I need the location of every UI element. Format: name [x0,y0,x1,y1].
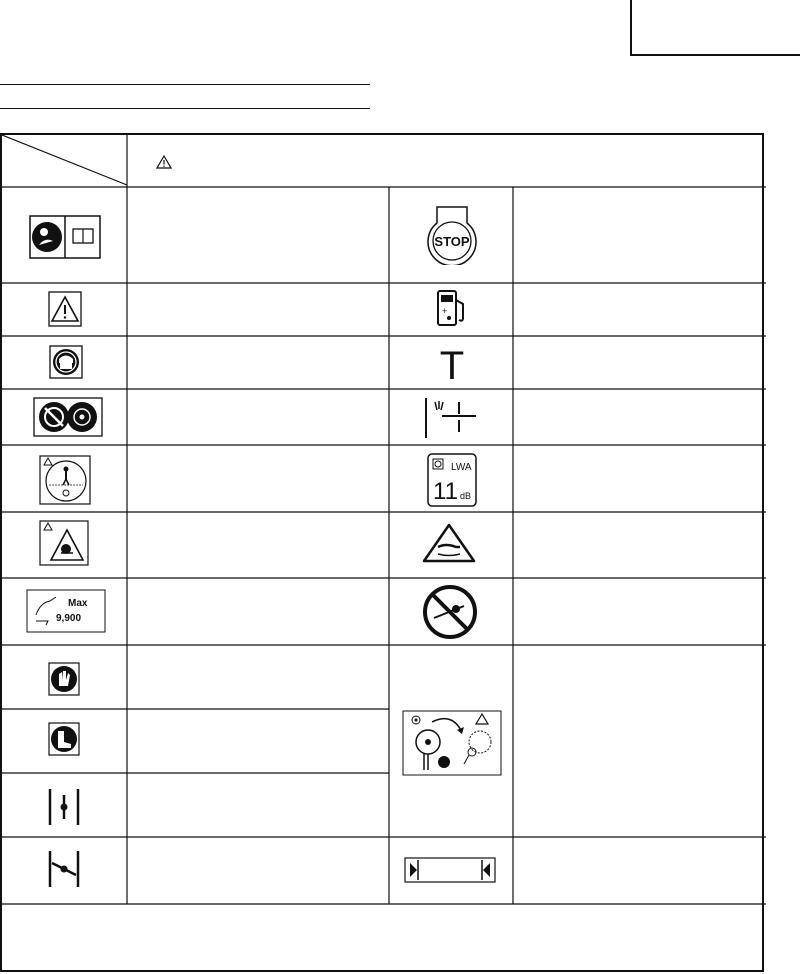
blade-rotation-icon [402,710,502,776]
warning-icon [48,291,82,327]
thrown-objects-icon [39,520,89,566]
max-speed-value: 9,900 [56,613,82,624]
throttle-start-icon [46,787,82,827]
gloves-icon [48,662,80,696]
stop-switch-icon [421,203,483,265]
no-blade-icon [420,584,480,640]
table-grid [2,135,766,974]
choke-icon [422,396,480,440]
sound-db-label: dB [460,491,472,501]
max-speed-icon [26,589,106,633]
read-manual-icon [29,215,101,259]
symbol-table [0,133,764,972]
throttle-t-icon [437,343,467,383]
sound-unit-label: LWA [451,462,472,473]
sound-value: 11 [433,478,458,505]
keep-distance-icon [39,455,91,505]
header-warning-icon [156,155,172,169]
fuel-pump-icon [434,288,470,328]
throttle-letter: T [439,344,465,383]
title-underline-2 [0,108,370,109]
title-underline-1 [0,84,370,85]
sound-power-icon [427,453,477,507]
corner-box [630,0,800,56]
belt-arrows-icon [404,857,496,883]
helmet-goggles-icon [49,345,83,379]
boots-icon [48,722,80,756]
disc-blade-prohibited-icon [33,397,103,437]
hot-surface-icon [422,523,476,563]
max-label: Max [68,598,88,609]
svg-text:+: + [442,306,448,316]
stop-label: STOP [434,234,470,249]
throttle-run-icon [46,849,82,889]
